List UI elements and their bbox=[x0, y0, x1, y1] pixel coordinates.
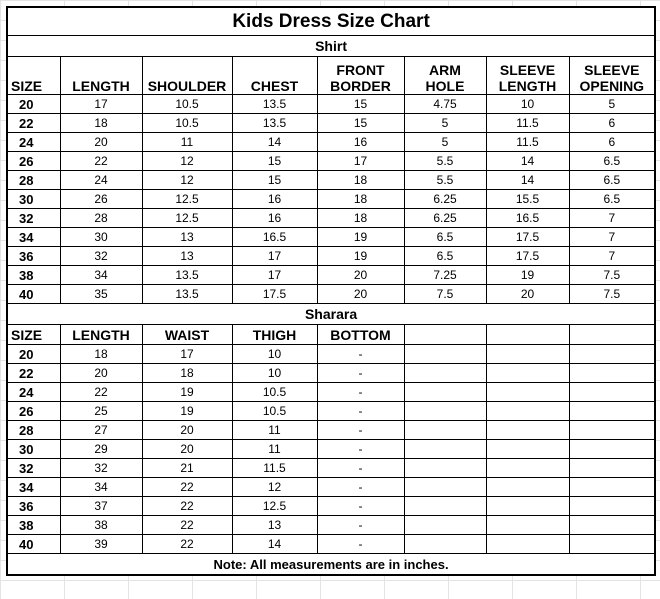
sharara-value-cell: 22 bbox=[142, 478, 232, 497]
sharara-value-cell: 14 bbox=[232, 535, 317, 554]
shirt-value-cell: 19 bbox=[317, 247, 404, 266]
shirt-value-cell: 24 bbox=[60, 171, 142, 190]
sharara-table-row bbox=[7, 364, 655, 383]
shirt-value-cell: 14 bbox=[486, 152, 569, 171]
shirt-table-row bbox=[7, 266, 655, 285]
shirt-value-cell: 13.5 bbox=[142, 266, 232, 285]
sharara-value-cell: - bbox=[317, 421, 404, 440]
shirt-value-cell: 5 bbox=[404, 133, 486, 152]
sharara-table-row bbox=[7, 516, 655, 535]
sharara-size-cell: 24 bbox=[7, 383, 60, 402]
sharara-value-cell: 22 bbox=[60, 383, 142, 402]
sharara-value-cell: 22 bbox=[142, 497, 232, 516]
sharara-value-cell bbox=[569, 516, 655, 535]
sharara-value-cell bbox=[486, 535, 569, 554]
sharara-value-cell: 22 bbox=[142, 516, 232, 535]
shirt-value-cell: 5 bbox=[569, 95, 655, 114]
sharara-value-cell bbox=[486, 383, 569, 402]
shirt-value-cell: 13 bbox=[142, 228, 232, 247]
shirt-header-line: SIZE bbox=[11, 78, 43, 94]
sharara-size-cell: 28 bbox=[7, 421, 60, 440]
shirt-section-row bbox=[7, 36, 655, 57]
sharara-header-thigh: THIGH bbox=[232, 325, 317, 345]
shirt-value-cell: 17.5 bbox=[486, 247, 569, 266]
sharara-value-cell: 12 bbox=[232, 478, 317, 497]
shirt-size-cell: 22 bbox=[7, 114, 60, 133]
shirt-value-cell: 10.5 bbox=[142, 114, 232, 133]
sharara-header-row bbox=[7, 325, 655, 345]
shirt-value-cell: 17.5 bbox=[232, 285, 317, 304]
shirt-size-cell: 20 bbox=[7, 95, 60, 114]
sharara-value-cell bbox=[404, 459, 486, 478]
sharara-value-cell bbox=[569, 383, 655, 402]
sharara-value-cell: 11 bbox=[232, 421, 317, 440]
sharara-table-row bbox=[7, 345, 655, 364]
shirt-header-sleeve-opening bbox=[569, 57, 655, 95]
shirt-value-cell: 6.5 bbox=[569, 171, 655, 190]
shirt-value-cell: 15.5 bbox=[486, 190, 569, 209]
shirt-value-cell: 7 bbox=[569, 247, 655, 266]
sharara-value-cell: - bbox=[317, 497, 404, 516]
sharara-value-cell bbox=[404, 440, 486, 459]
shirt-value-cell: 13.5 bbox=[232, 114, 317, 133]
sharara-size-cell: 32 bbox=[7, 459, 60, 478]
sharara-size-cell: 38 bbox=[7, 516, 60, 535]
shirt-header-line: OPENING bbox=[579, 78, 645, 94]
note-row bbox=[7, 554, 655, 576]
shirt-table-row bbox=[7, 209, 655, 228]
sharara-value-cell: 27 bbox=[60, 421, 142, 440]
shirt-header-sleeve-length bbox=[486, 57, 569, 95]
shirt-header-row bbox=[7, 57, 655, 95]
shirt-value-cell: 16 bbox=[232, 190, 317, 209]
sharara-value-cell: 21 bbox=[142, 459, 232, 478]
shirt-size-cell: 40 bbox=[7, 285, 60, 304]
shirt-value-cell: 35 bbox=[60, 285, 142, 304]
shirt-table-row bbox=[7, 247, 655, 266]
shirt-value-cell: 12 bbox=[142, 152, 232, 171]
title-row bbox=[7, 7, 655, 36]
sharara-table-row bbox=[7, 383, 655, 402]
sharara-value-cell: 18 bbox=[142, 364, 232, 383]
chart-title: Kids Dress Size Chart bbox=[7, 7, 655, 36]
shirt-value-cell: 16 bbox=[232, 209, 317, 228]
shirt-value-cell: 18 bbox=[317, 171, 404, 190]
chart-body bbox=[7, 7, 655, 575]
sharara-table-row bbox=[7, 497, 655, 516]
shirt-value-cell: 17.5 bbox=[486, 228, 569, 247]
shirt-header-line: LENGTH bbox=[498, 78, 557, 94]
shirt-value-cell: 28 bbox=[60, 209, 142, 228]
sharara-value-cell: - bbox=[317, 402, 404, 421]
sharara-table-row bbox=[7, 459, 655, 478]
sharara-size-cell: 34 bbox=[7, 478, 60, 497]
sharara-section-label: Sharara bbox=[7, 304, 655, 325]
shirt-value-cell: 15 bbox=[232, 152, 317, 171]
shirt-size-cell: 34 bbox=[7, 228, 60, 247]
sharara-value-cell bbox=[569, 440, 655, 459]
sharara-value-cell: 19 bbox=[142, 383, 232, 402]
shirt-value-cell: 34 bbox=[60, 266, 142, 285]
shirt-header-line: SLEEVE bbox=[584, 62, 640, 78]
shirt-value-cell: 30 bbox=[60, 228, 142, 247]
shirt-value-cell: 20 bbox=[486, 285, 569, 304]
shirt-header-chest bbox=[232, 57, 317, 95]
sharara-table-row bbox=[7, 535, 655, 554]
shirt-size-cell: 32 bbox=[7, 209, 60, 228]
shirt-header-arm-hole bbox=[404, 57, 486, 95]
sharara-value-cell bbox=[569, 535, 655, 554]
sharara-header-empty bbox=[404, 325, 486, 345]
shirt-header-line: ARM bbox=[429, 62, 461, 78]
shirt-value-cell: 12.5 bbox=[142, 209, 232, 228]
sharara-value-cell bbox=[569, 402, 655, 421]
shirt-value-cell: 15 bbox=[232, 171, 317, 190]
sharara-table-row bbox=[7, 402, 655, 421]
sharara-value-cell: 37 bbox=[60, 497, 142, 516]
shirt-value-cell: 16 bbox=[317, 133, 404, 152]
sharara-value-cell: 18 bbox=[60, 345, 142, 364]
sharara-header-empty bbox=[486, 325, 569, 345]
sharara-value-cell: 12.5 bbox=[232, 497, 317, 516]
shirt-section-label: Shirt bbox=[7, 36, 655, 57]
shirt-value-cell: 11 bbox=[142, 133, 232, 152]
shirt-value-cell: 14 bbox=[486, 171, 569, 190]
shirt-header-front-border bbox=[317, 57, 404, 95]
shirt-header-line: HOLE bbox=[425, 78, 465, 94]
measurement-note: Note: All measurements are in inches. bbox=[7, 554, 655, 576]
sharara-value-cell: - bbox=[317, 383, 404, 402]
sharara-size-cell: 20 bbox=[7, 345, 60, 364]
sharara-value-cell: 11 bbox=[232, 440, 317, 459]
shirt-value-cell: 6.25 bbox=[404, 209, 486, 228]
size-chart-table bbox=[6, 6, 656, 576]
sharara-header-bottom: BOTTOM bbox=[317, 325, 404, 345]
shirt-value-cell: 6.5 bbox=[404, 247, 486, 266]
sharara-value-cell bbox=[486, 459, 569, 478]
shirt-value-cell: 10.5 bbox=[142, 95, 232, 114]
shirt-value-cell: 17 bbox=[60, 95, 142, 114]
sharara-table-row bbox=[7, 478, 655, 497]
sharara-value-cell: - bbox=[317, 535, 404, 554]
shirt-value-cell: 19 bbox=[317, 228, 404, 247]
sharara-table-row bbox=[7, 440, 655, 459]
shirt-value-cell: 22 bbox=[60, 152, 142, 171]
shirt-value-cell: 12.5 bbox=[142, 190, 232, 209]
sharara-value-cell: - bbox=[317, 478, 404, 497]
shirt-header-line: CHEST bbox=[250, 78, 299, 94]
sharara-header-empty bbox=[569, 325, 655, 345]
sharara-header-size: SIZE bbox=[7, 325, 60, 345]
shirt-size-cell: 24 bbox=[7, 133, 60, 152]
shirt-header-line: LENGTH bbox=[72, 78, 130, 94]
sharara-section-row bbox=[7, 304, 655, 325]
sharara-value-cell: 19 bbox=[142, 402, 232, 421]
shirt-header-line: FRONT bbox=[336, 62, 385, 78]
shirt-header-line: BORDER bbox=[330, 78, 391, 94]
sharara-size-cell: 40 bbox=[7, 535, 60, 554]
sharara-value-cell: 20 bbox=[60, 364, 142, 383]
sharara-value-cell: 10.5 bbox=[232, 402, 317, 421]
shirt-value-cell: 18 bbox=[60, 114, 142, 133]
shirt-value-cell: 14 bbox=[232, 133, 317, 152]
sharara-value-cell bbox=[404, 497, 486, 516]
sharara-value-cell bbox=[404, 421, 486, 440]
sharara-value-cell bbox=[404, 383, 486, 402]
shirt-value-cell: 7 bbox=[569, 228, 655, 247]
shirt-value-cell: 6.5 bbox=[569, 152, 655, 171]
sharara-value-cell bbox=[486, 345, 569, 364]
sharara-value-cell: 17 bbox=[142, 345, 232, 364]
sharara-value-cell: 38 bbox=[60, 516, 142, 535]
shirt-value-cell: 4.75 bbox=[404, 95, 486, 114]
shirt-value-cell: 16.5 bbox=[486, 209, 569, 228]
sharara-size-cell: 36 bbox=[7, 497, 60, 516]
shirt-value-cell: 32 bbox=[60, 247, 142, 266]
sharara-value-cell: 22 bbox=[142, 535, 232, 554]
shirt-size-cell: 38 bbox=[7, 266, 60, 285]
shirt-value-cell: 15 bbox=[317, 95, 404, 114]
sharara-value-cell: 10 bbox=[232, 345, 317, 364]
shirt-value-cell: 6.5 bbox=[569, 190, 655, 209]
shirt-value-cell: 20 bbox=[317, 266, 404, 285]
sharara-size-cell: 26 bbox=[7, 402, 60, 421]
shirt-value-cell: 18 bbox=[317, 209, 404, 228]
shirt-table-row bbox=[7, 114, 655, 133]
sharara-value-cell: - bbox=[317, 516, 404, 535]
shirt-value-cell: 13 bbox=[142, 247, 232, 266]
sharara-value-cell: - bbox=[317, 364, 404, 383]
shirt-header-line: SHOULDER bbox=[147, 78, 227, 94]
sharara-value-cell: 10 bbox=[232, 364, 317, 383]
sharara-value-cell bbox=[404, 535, 486, 554]
shirt-table-row bbox=[7, 285, 655, 304]
shirt-value-cell: 16.5 bbox=[232, 228, 317, 247]
shirt-value-cell: 12 bbox=[142, 171, 232, 190]
sharara-value-cell bbox=[404, 478, 486, 497]
shirt-table-row bbox=[7, 133, 655, 152]
shirt-value-cell: 5.5 bbox=[404, 152, 486, 171]
shirt-value-cell: 7.5 bbox=[404, 285, 486, 304]
sharara-value-cell bbox=[486, 421, 569, 440]
sharara-value-cell bbox=[569, 364, 655, 383]
shirt-size-cell: 36 bbox=[7, 247, 60, 266]
shirt-value-cell: 10 bbox=[486, 95, 569, 114]
shirt-header-line: SLEEVE bbox=[499, 62, 556, 78]
sharara-size-cell: 22 bbox=[7, 364, 60, 383]
shirt-value-cell: 15 bbox=[317, 114, 404, 133]
shirt-value-cell: 18 bbox=[317, 190, 404, 209]
shirt-table-row bbox=[7, 95, 655, 114]
sharara-header-waist: WAIST bbox=[142, 325, 232, 345]
sharara-value-cell bbox=[486, 516, 569, 535]
shirt-value-cell: 11.5 bbox=[486, 133, 569, 152]
shirt-value-cell: 7.5 bbox=[569, 285, 655, 304]
sharara-value-cell bbox=[569, 459, 655, 478]
shirt-value-cell: 26 bbox=[60, 190, 142, 209]
shirt-value-cell: 17 bbox=[232, 247, 317, 266]
sharara-value-cell: 29 bbox=[60, 440, 142, 459]
shirt-table-row bbox=[7, 228, 655, 247]
sharara-value-cell: 25 bbox=[60, 402, 142, 421]
shirt-size-cell: 30 bbox=[7, 190, 60, 209]
sharara-value-cell: 20 bbox=[142, 421, 232, 440]
shirt-value-cell: 19 bbox=[486, 266, 569, 285]
sharara-value-cell bbox=[486, 440, 569, 459]
shirt-table-row bbox=[7, 190, 655, 209]
shirt-value-cell: 7.25 bbox=[404, 266, 486, 285]
sharara-value-cell: - bbox=[317, 440, 404, 459]
sharara-value-cell: 11.5 bbox=[232, 459, 317, 478]
shirt-value-cell: 6 bbox=[569, 133, 655, 152]
sharara-value-cell bbox=[486, 364, 569, 383]
sharara-value-cell bbox=[569, 421, 655, 440]
shirt-value-cell: 13.5 bbox=[142, 285, 232, 304]
shirt-value-cell: 5 bbox=[404, 114, 486, 133]
shirt-size-cell: 26 bbox=[7, 152, 60, 171]
shirt-header-shoulder bbox=[142, 57, 232, 95]
sharara-table-row bbox=[7, 421, 655, 440]
sharara-value-cell: - bbox=[317, 345, 404, 364]
shirt-table-row bbox=[7, 152, 655, 171]
sharara-value-cell: 34 bbox=[60, 478, 142, 497]
sharara-value-cell: 10.5 bbox=[232, 383, 317, 402]
shirt-value-cell: 5.5 bbox=[404, 171, 486, 190]
shirt-table-row bbox=[7, 171, 655, 190]
sharara-value-cell: 32 bbox=[60, 459, 142, 478]
shirt-value-cell: 20 bbox=[60, 133, 142, 152]
shirt-size-cell: 28 bbox=[7, 171, 60, 190]
shirt-value-cell: 6 bbox=[569, 114, 655, 133]
sharara-value-cell bbox=[486, 497, 569, 516]
shirt-header-size bbox=[7, 57, 60, 95]
sharara-value-cell bbox=[404, 402, 486, 421]
sharara-value-cell: - bbox=[317, 459, 404, 478]
sharara-value-cell bbox=[404, 516, 486, 535]
sharara-size-cell: 30 bbox=[7, 440, 60, 459]
sharara-value-cell bbox=[404, 345, 486, 364]
shirt-value-cell: 11.5 bbox=[486, 114, 569, 133]
shirt-value-cell: 13.5 bbox=[232, 95, 317, 114]
sharara-value-cell bbox=[569, 478, 655, 497]
sharara-value-cell: 39 bbox=[60, 535, 142, 554]
shirt-header-length bbox=[60, 57, 142, 95]
shirt-value-cell: 17 bbox=[317, 152, 404, 171]
shirt-value-cell: 6.25 bbox=[404, 190, 486, 209]
sharara-value-cell bbox=[486, 402, 569, 421]
sharara-value-cell: 13 bbox=[232, 516, 317, 535]
sharara-value-cell: 20 bbox=[142, 440, 232, 459]
sharara-value-cell bbox=[569, 497, 655, 516]
shirt-value-cell: 7 bbox=[569, 209, 655, 228]
sharara-header-length: LENGTH bbox=[60, 325, 142, 345]
shirt-value-cell: 6.5 bbox=[404, 228, 486, 247]
sharara-value-cell bbox=[569, 345, 655, 364]
shirt-value-cell: 17 bbox=[232, 266, 317, 285]
shirt-value-cell: 7.5 bbox=[569, 266, 655, 285]
sharara-value-cell bbox=[486, 478, 569, 497]
sharara-value-cell bbox=[404, 364, 486, 383]
shirt-value-cell: 20 bbox=[317, 285, 404, 304]
